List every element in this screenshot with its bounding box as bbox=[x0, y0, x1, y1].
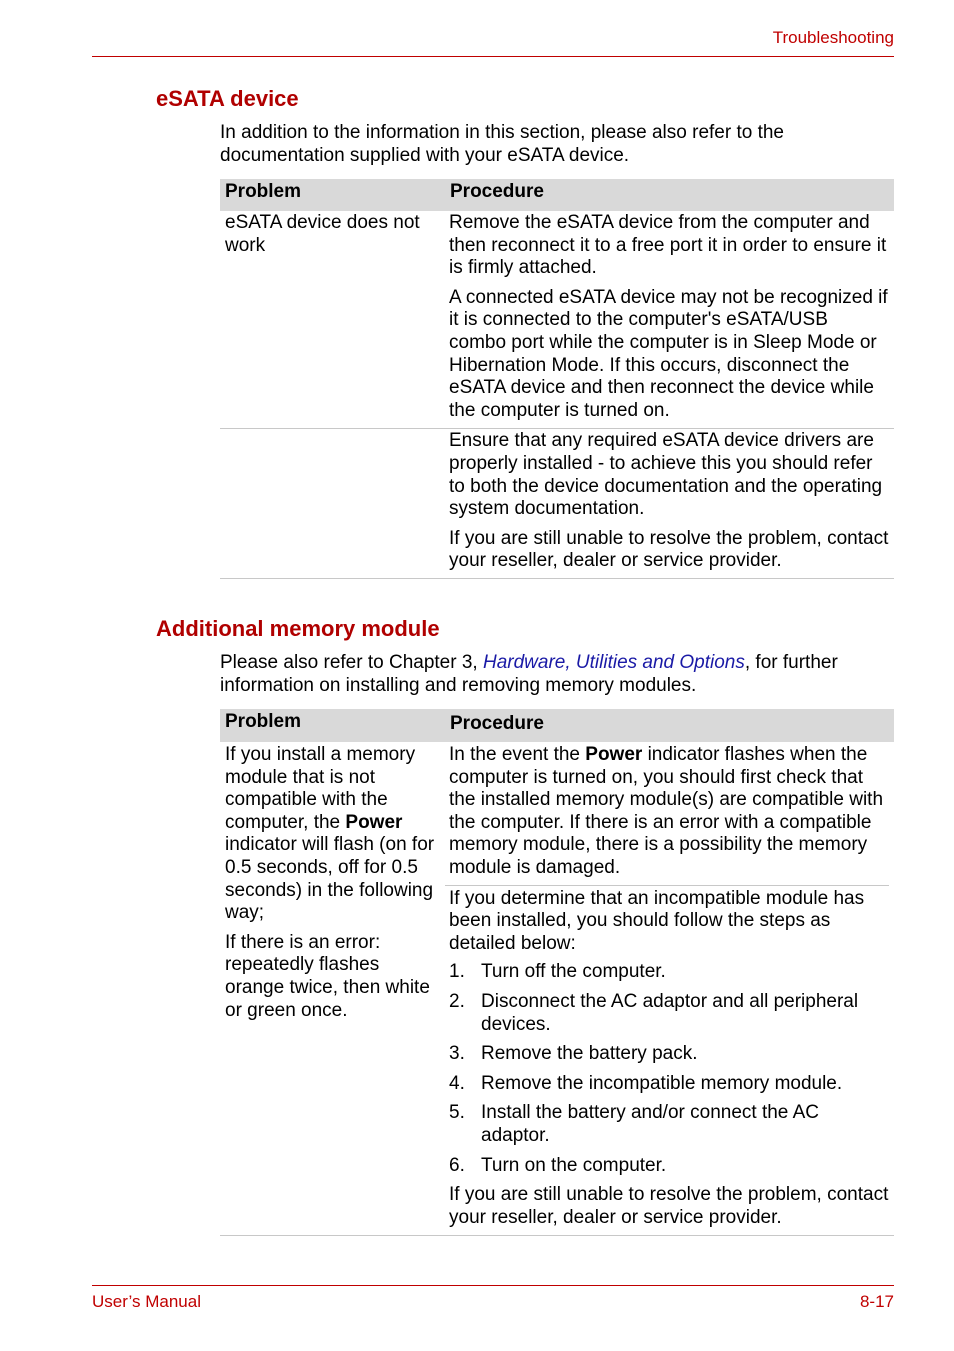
problem-cell: eSATA device does not work bbox=[225, 212, 420, 256]
col-procedure: Procedure bbox=[450, 181, 544, 202]
step-item: 1. Turn off the computer. bbox=[449, 961, 666, 983]
steps-list bbox=[449, 961, 889, 1177]
procedure-cell bbox=[445, 430, 894, 573]
table-row bbox=[220, 742, 894, 1236]
esata-heading: eSATA device bbox=[156, 86, 299, 111]
table-row bbox=[220, 429, 894, 579]
step-item: 5. Install the battery and/or connect the AC adaptor. bbox=[449, 1102, 819, 1146]
procedure-text: In the event the Power indicator flashes when the computer is turned on, you should first check that the installed memory module(s) are compatible with the computer. If there is an error with a compatible memory module, there is a possibility the memory module is damaged. bbox=[445, 744, 889, 886]
power-label: Power bbox=[585, 744, 643, 765]
procedure-text: Remove the eSATA device from the computer and then reconnect it to a free port it in order to ensure it is firmly attached. bbox=[449, 212, 887, 279]
step-item: 4. Remove the incompatible memory module. bbox=[449, 1072, 843, 1094]
procedure-text: Ensure that any required eSATA device drivers are properly installed - to achieve this you should refer to both the device documentation and the operating system documentation. bbox=[449, 430, 883, 520]
footer-rule bbox=[92, 1285, 894, 1286]
power-label: Power bbox=[345, 811, 403, 833]
intro-text: Please also refer to Chapter 3, bbox=[220, 652, 483, 673]
page-number: 8-17 bbox=[859, 1292, 894, 1311]
problem-cell bbox=[220, 430, 445, 573]
step-item: 6. Turn on the computer. bbox=[449, 1154, 667, 1176]
problem-cell bbox=[220, 742, 445, 1229]
esata-table bbox=[220, 179, 894, 579]
procedure-text: A connected eSATA device may not be recognized if it is connected to the computer's eSATA/USB combo port while the computer is in Sleep Mode or Hibernation Mode. If this occurs, disconnect the eSATA device and then reconnect the device while the computer is turned on. bbox=[449, 286, 888, 421]
header-rule bbox=[92, 56, 894, 57]
problem-text: If there is an error: repeatedly flashes orange twice, then white or green once. bbox=[225, 931, 430, 1021]
step-item: 3. Remove the battery pack. bbox=[449, 1043, 698, 1065]
memory-heading: Additional memory module bbox=[156, 616, 440, 641]
col-problem: Problem bbox=[225, 711, 302, 732]
step-item: 2. Disconnect the AC adaptor and all peripheral devices. bbox=[449, 990, 859, 1035]
col-procedure: Procedure bbox=[450, 713, 544, 734]
col-problem: Problem bbox=[225, 181, 302, 202]
intro-text: , for further information on installing and removing memory modules. bbox=[220, 652, 838, 696]
procedure-text: If you are still unable to resolve the problem, contact your reseller, dealer or service provider. bbox=[449, 527, 889, 572]
procedure-cell bbox=[445, 742, 894, 1229]
table-header bbox=[220, 709, 894, 742]
memory-table bbox=[220, 709, 894, 1236]
problem-text: If you install a memory module that is not compatible with the computer, the Power indicator will flash (on for 0.5 seconds, off for 0.5 seconds) in the following way; bbox=[225, 744, 435, 924]
procedure-text: If you determine that an incompatible module has been installed, you should follow the steps as detailed below: bbox=[449, 887, 865, 954]
procedure-cell bbox=[445, 211, 894, 422]
memory-intro bbox=[220, 651, 894, 697]
procedure-text: If you are still unable to resolve the problem, contact your reseller, dealer or service provider. bbox=[449, 1184, 889, 1228]
table-row bbox=[220, 211, 894, 429]
esata-intro: In addition to the information in this section, please also refer to the documentation supplied with your eSATA device. bbox=[220, 122, 784, 166]
footer-manual: User’s Manual bbox=[92, 1292, 201, 1311]
table-header bbox=[220, 179, 894, 211]
chapter-link[interactable]: Hardware, Utilities and Options bbox=[482, 652, 745, 673]
running-header: Troubleshooting bbox=[772, 28, 894, 47]
